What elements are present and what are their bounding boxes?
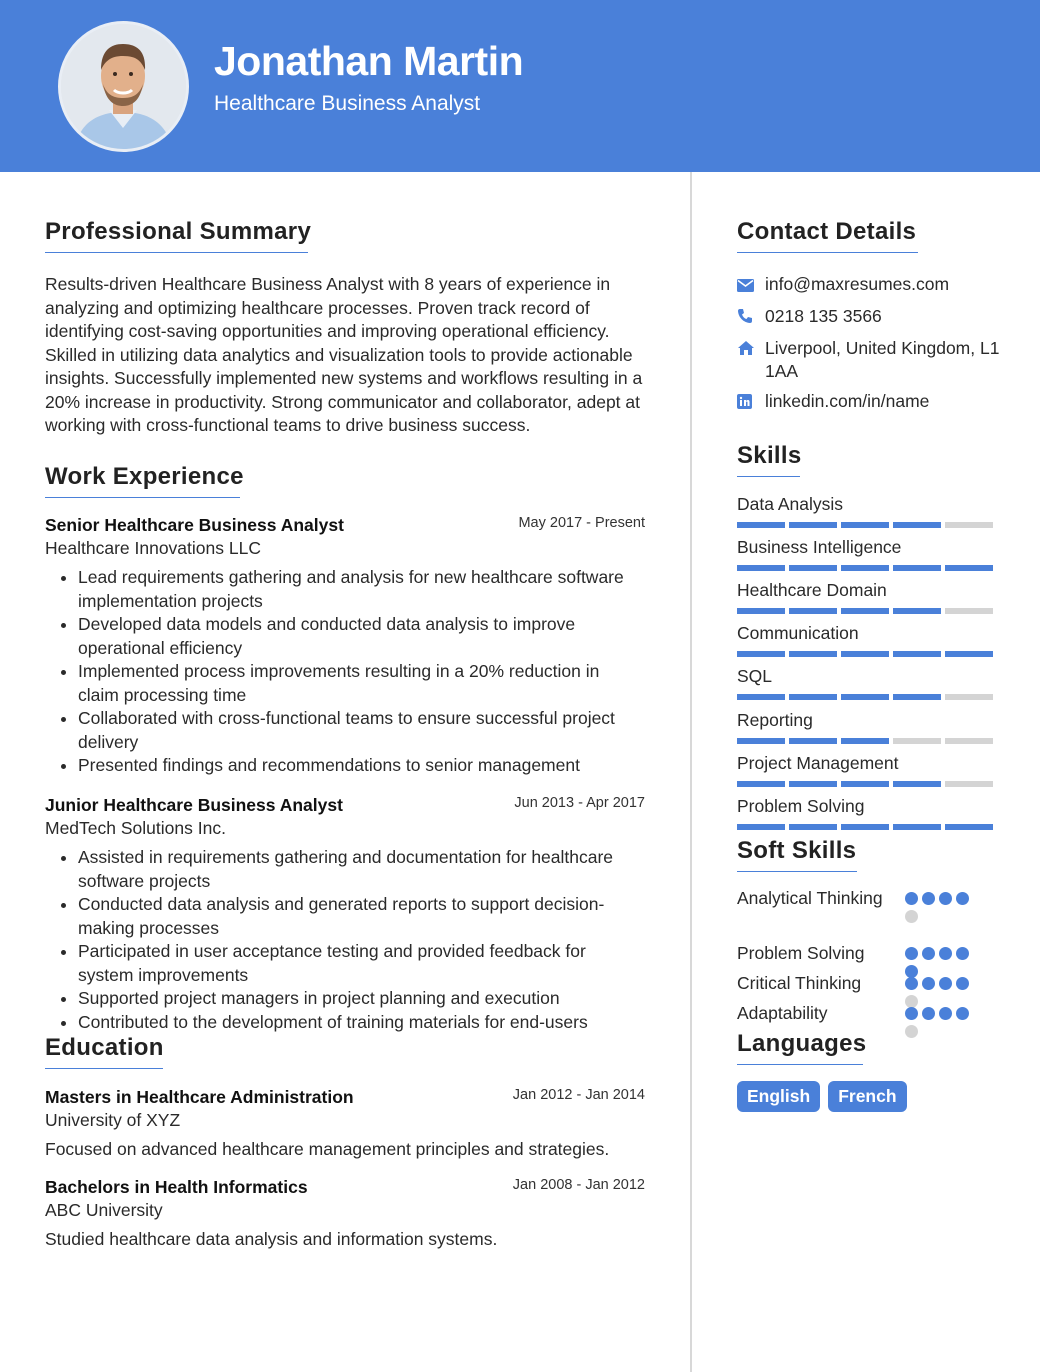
languages-list — [737, 1081, 907, 1112]
skill-level-segment — [737, 824, 785, 830]
candidate-name: Jonathan Martin — [214, 38, 524, 84]
contact-heading: Contact Details — [737, 218, 916, 246]
rating-dot — [905, 977, 918, 990]
skill-level-segment — [789, 694, 837, 700]
skill-level-bar — [737, 738, 993, 744]
skill-level-segment — [789, 565, 837, 571]
skill-level-segment — [737, 608, 785, 614]
phone-icon — [737, 305, 765, 330]
education-school: ABC University — [45, 1200, 163, 1220]
skill-level-segment — [945, 522, 993, 528]
skill-level-segment — [945, 608, 993, 614]
rating-dot — [939, 892, 952, 905]
skill-level-segment — [737, 565, 785, 571]
job-dates: Jun 2013 - Apr 2017 — [514, 795, 645, 811]
contact-phone[interactable] — [737, 305, 1007, 330]
contact-email[interactable] — [737, 273, 1007, 298]
education-dates: Jan 2012 - Jan 2014 — [512, 1087, 645, 1103]
job-bullet: • Conducted data analysis and generated reports to support decision-making processes — [78, 893, 645, 940]
column-divider — [690, 172, 692, 1372]
education-degree: Masters in Healthcare Administration — [45, 1087, 354, 1107]
soft-skills-heading: Soft Skills — [737, 837, 856, 865]
rating-dot — [905, 910, 918, 923]
language-badge: French — [828, 1081, 906, 1112]
skill-name: Communication — [737, 623, 859, 643]
skill-level-segment — [893, 781, 941, 787]
rating-dot — [922, 1007, 935, 1020]
skill-level-segment — [945, 824, 993, 830]
skill-level-segment — [789, 608, 837, 614]
skill-level-segment — [841, 608, 889, 614]
skill-level-bar — [737, 522, 993, 528]
job-bullets — [45, 846, 645, 1034]
avatar — [58, 21, 189, 152]
job-company: Healthcare Innovations LLC — [45, 538, 261, 558]
soft-skill-name: Critical Thinking — [737, 973, 862, 993]
rating-dot — [956, 977, 969, 990]
job-bullet: • Lead requirements gathering and analysis for new healthcare software implementation projects — [78, 566, 645, 613]
soft-skill-rating — [905, 892, 983, 923]
skill-item — [737, 537, 993, 571]
soft-skill-item — [737, 1001, 993, 1026]
contact-linkedin-text: linkedin.com/in/name — [765, 391, 930, 411]
skill-level-segment — [945, 738, 993, 744]
soft-skill-item — [737, 941, 993, 966]
rating-dot — [905, 892, 918, 905]
experience-heading: Work Experience — [45, 463, 244, 491]
job-bullet: • Developed data models and conducted data analysis to improve operational efficiency — [78, 613, 645, 660]
education-degree: Bachelors in Health Informatics — [45, 1177, 308, 1197]
skill-name: Data Analysis — [737, 494, 844, 514]
skill-item — [737, 666, 993, 700]
job-company: MedTech Solutions Inc. — [45, 818, 226, 838]
soft-skill-rating — [905, 1007, 983, 1038]
skills-heading: Skills — [737, 442, 802, 470]
rating-dot — [905, 947, 918, 960]
education-heading: Education — [45, 1034, 164, 1062]
skill-item — [737, 753, 993, 787]
education-description: Focused on advanced healthcare management principles and strategies. — [45, 1139, 610, 1159]
skill-level-segment — [841, 565, 889, 571]
job-dates: May 2017 - Present — [518, 515, 645, 531]
summary-heading: Professional Summary — [45, 218, 311, 246]
skill-level-segment — [893, 608, 941, 614]
skill-level-segment — [945, 565, 993, 571]
contact-address-text: Liverpool, United Kingdom, L1 1AA — [765, 338, 1000, 381]
job-title: Junior Healthcare Business Analyst — [45, 795, 343, 815]
skill-level-bar — [737, 824, 993, 830]
skill-level-bar — [737, 608, 993, 614]
skill-level-bar — [737, 781, 993, 787]
skill-level-segment — [841, 651, 889, 657]
skill-level-segment — [841, 781, 889, 787]
skill-level-segment — [945, 694, 993, 700]
skill-item — [737, 494, 993, 528]
education-school: University of XYZ — [45, 1110, 181, 1130]
job-bullet: • Assisted in requirements gathering and documentation for healthcare software projects — [78, 846, 645, 893]
skill-level-segment — [737, 738, 785, 744]
skill-level-segment — [893, 522, 941, 528]
skill-level-segment — [893, 694, 941, 700]
skill-name: Business Intelligence — [737, 537, 902, 557]
skill-level-segment — [893, 824, 941, 830]
soft-skill-item — [737, 886, 993, 911]
skill-name: Problem Solving — [737, 796, 865, 816]
summary-text: Results-driven Healthcare Business Analyst with 8 years of experience in analyzing and optimizing healthcare processes. Proven track record of identifying cost-saving opportunities and improving operational efficiency. Skilled in utilizing data analytics and visualization tools to provide actionable insights. Successfully implemented new systems and workflows resulting in a 20% increase in productivity. Strong communicator and collaborator, adept at working with cross-functional teams to drive business success. — [45, 274, 643, 435]
skill-level-segment — [841, 824, 889, 830]
linkedin-icon — [737, 390, 765, 415]
rating-dot — [956, 947, 969, 960]
soft-skill-name: Adaptability — [737, 1003, 828, 1023]
job-bullet: • Contributed to the development of training materials for end-users — [78, 1011, 645, 1035]
skill-level-segment — [789, 651, 837, 657]
rating-dot — [905, 1007, 918, 1020]
rating-dot — [922, 947, 935, 960]
education-entry — [45, 1177, 645, 1250]
skill-level-segment — [893, 738, 941, 744]
soft-skill-name: Problem Solving — [737, 943, 865, 963]
rating-dot — [905, 1025, 918, 1038]
header-banner — [0, 0, 1040, 172]
skill-level-segment — [841, 694, 889, 700]
skill-level-segment — [945, 651, 993, 657]
skill-level-segment — [737, 522, 785, 528]
rating-dot — [922, 892, 935, 905]
skill-level-bar — [737, 565, 993, 571]
job-bullet: • Participated in user acceptance testing and provided feedback for system improvements — [78, 940, 645, 987]
contact-linkedin[interactable] — [737, 390, 1007, 415]
job-bullet: • Collaborated with cross-functional teams to ensure successful project delivery — [78, 707, 645, 754]
skill-item — [737, 623, 993, 657]
rating-dot — [939, 947, 952, 960]
languages-heading: Languages — [737, 1030, 866, 1058]
education-entry — [45, 1087, 645, 1160]
rating-dot — [956, 892, 969, 905]
skill-level-segment — [789, 522, 837, 528]
home-icon — [737, 337, 765, 362]
skill-name: SQL — [737, 666, 773, 686]
soft-skill-item — [737, 971, 993, 996]
candidate-title: Healthcare Business Analyst — [214, 92, 481, 115]
job-bullets — [45, 566, 645, 778]
profile-photo — [61, 24, 186, 149]
envelope-icon — [737, 273, 765, 298]
education-description: Studied healthcare data analysis and information systems. — [45, 1229, 498, 1249]
contact-list — [737, 273, 1007, 422]
skill-level-segment — [789, 738, 837, 744]
job-bullet: • Presented findings and recommendations to senior management — [78, 754, 645, 778]
job-title: Senior Healthcare Business Analyst — [45, 515, 344, 535]
skill-level-segment — [737, 651, 785, 657]
contact-address — [737, 337, 1007, 383]
skill-level-segment — [945, 781, 993, 787]
skill-level-segment — [789, 824, 837, 830]
job-entry — [45, 795, 645, 1034]
skill-level-segment — [893, 565, 941, 571]
skill-item — [737, 710, 993, 744]
skill-name: Healthcare Domain — [737, 580, 887, 600]
skill-level-segment — [789, 781, 837, 787]
job-bullet: • Supported project managers in project planning and execution — [78, 987, 645, 1011]
skill-level-segment — [893, 651, 941, 657]
rating-dot — [922, 977, 935, 990]
contact-phone-text: 0218 135 3566 — [765, 306, 882, 326]
skill-level-bar — [737, 651, 993, 657]
skill-item — [737, 580, 993, 614]
rating-dot — [956, 1007, 969, 1020]
skill-item — [737, 796, 993, 830]
skill-level-segment — [737, 781, 785, 787]
skill-level-segment — [841, 522, 889, 528]
language-badge: English — [737, 1081, 820, 1112]
rating-dot — [939, 1007, 952, 1020]
skill-level-segment — [841, 738, 889, 744]
job-entry — [45, 515, 645, 778]
job-bullet: • Implemented process improvements resulting in a 20% reduction in claim processing time — [78, 660, 645, 707]
skill-level-segment — [737, 694, 785, 700]
contact-email-text: info@maxresumes.com — [765, 274, 950, 294]
rating-dot — [939, 977, 952, 990]
skill-name: Reporting — [737, 710, 813, 730]
soft-skill-name: Analytical Thinking — [737, 888, 883, 908]
education-dates: Jan 2008 - Jan 2012 — [512, 1177, 645, 1193]
skill-level-bar — [737, 694, 993, 700]
skill-name: Project Management — [737, 753, 899, 773]
